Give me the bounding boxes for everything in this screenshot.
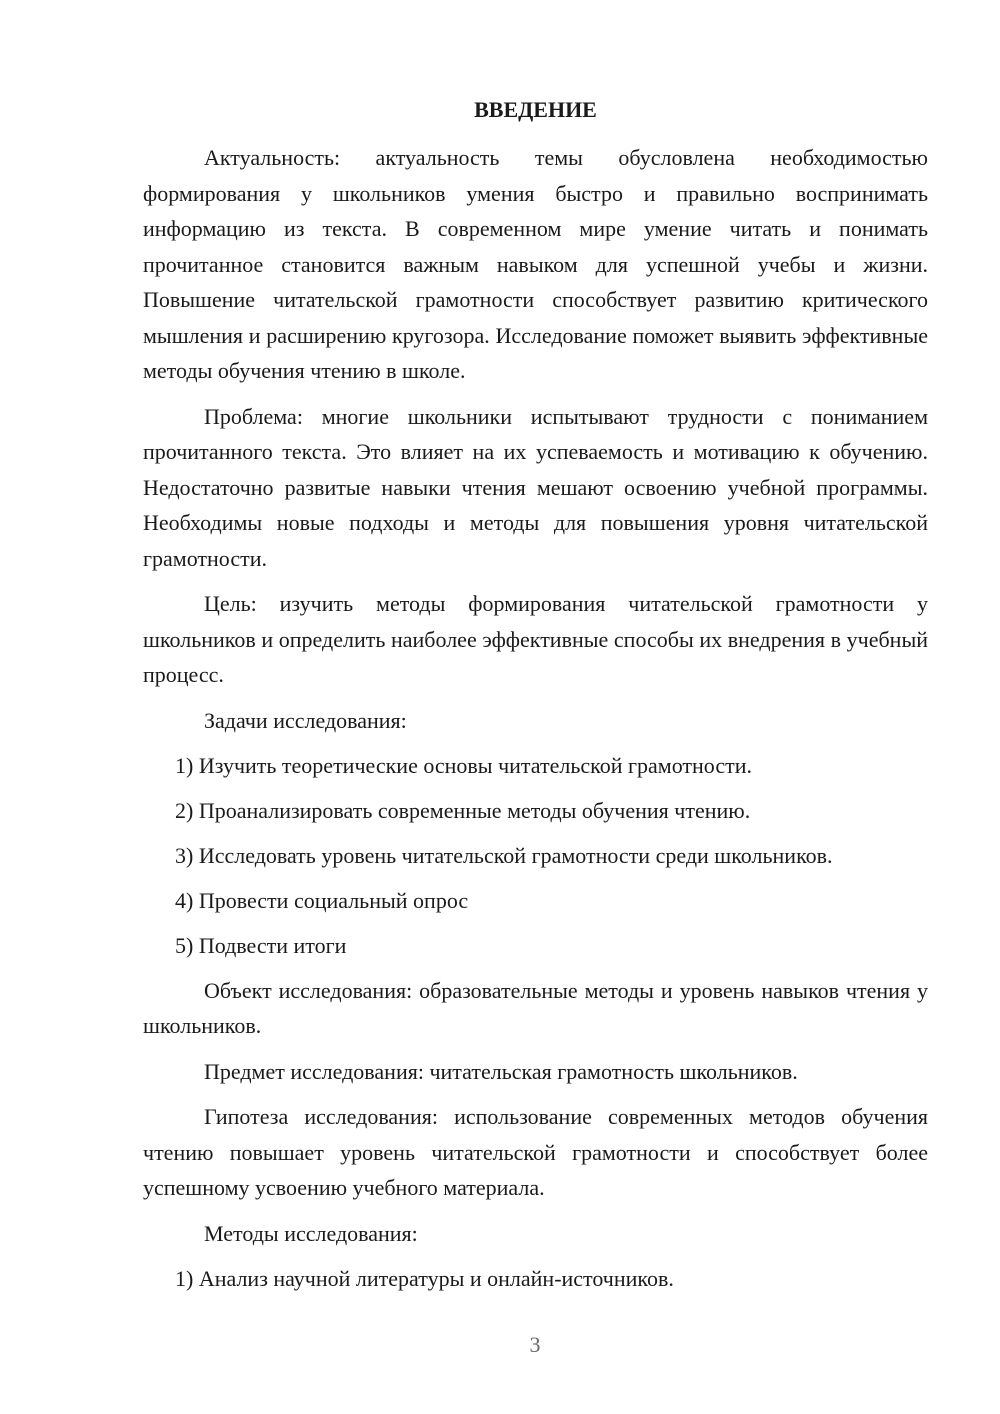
list-item: 5) Подвести итоги (175, 932, 347, 958)
page-number: 3 (529, 1332, 541, 1357)
hypothesis-paragraph: Гипотеза исследования: использование современных методов обучения чтению повышает уровень читательской грамотности и способствует более успешному усвоению учебного материала. (143, 1104, 928, 1200)
methods-list (143, 1261, 928, 1296)
goal-paragraph: Цель: изучить методы формирования читательской грамотности у школьников и определить наиболее эффективные способы их внедрения в учебный процесс. (143, 591, 928, 687)
list-item: 4) Провести социальный опрос (175, 887, 469, 913)
subject-paragraph: Предмет исследования: читательская грамотность школьников. (204, 1058, 798, 1084)
object-paragraph: Объект исследования: образовательные методы и уровень навыков чтения у школьников. (143, 977, 928, 1038)
document-title: ВВЕДЕНИЕ (474, 97, 597, 122)
relevance-paragraph: Актуальность: актуальность темы обусловлена необходимостью формирования у школьников умения быстро и правильно воспринимать информацию из текста. В современном мире умение читать и понимать прочитанное становится важным навыком для успешной учебы и жизни. Повышение читательской грамотности способствует развитию критического мышления и расширению кругозора. Исследование поможет выявить эффективные методы обучения чтению в школе. (143, 145, 928, 383)
tasks-list (143, 748, 928, 963)
list-item: 1) Анализ научной литературы и онлайн-источников. (175, 1265, 674, 1291)
list-item: 1) Изучить теоретические основы читательской грамотности. (175, 752, 753, 778)
list-item: 3) Исследовать уровень читательской грамотности среди школьников. (175, 842, 833, 868)
document-page (143, 94, 928, 1306)
problem-paragraph: Проблема: многие школьники испытывают трудности с пониманием прочитанного текста. Это влияет на их успеваемость и мотивацию к обучению. Недостаточно развитые навыки чтения мешают освоению учебной программы. Необходимы новые подходы и методы для повышения уровня читательской грамотности. (143, 403, 928, 571)
methods-heading: Методы исследования: (204, 1220, 418, 1246)
list-item: 2) Проанализировать современные методы обучения чтению. (175, 797, 751, 823)
tasks-heading: Задачи исследования: (204, 707, 407, 733)
